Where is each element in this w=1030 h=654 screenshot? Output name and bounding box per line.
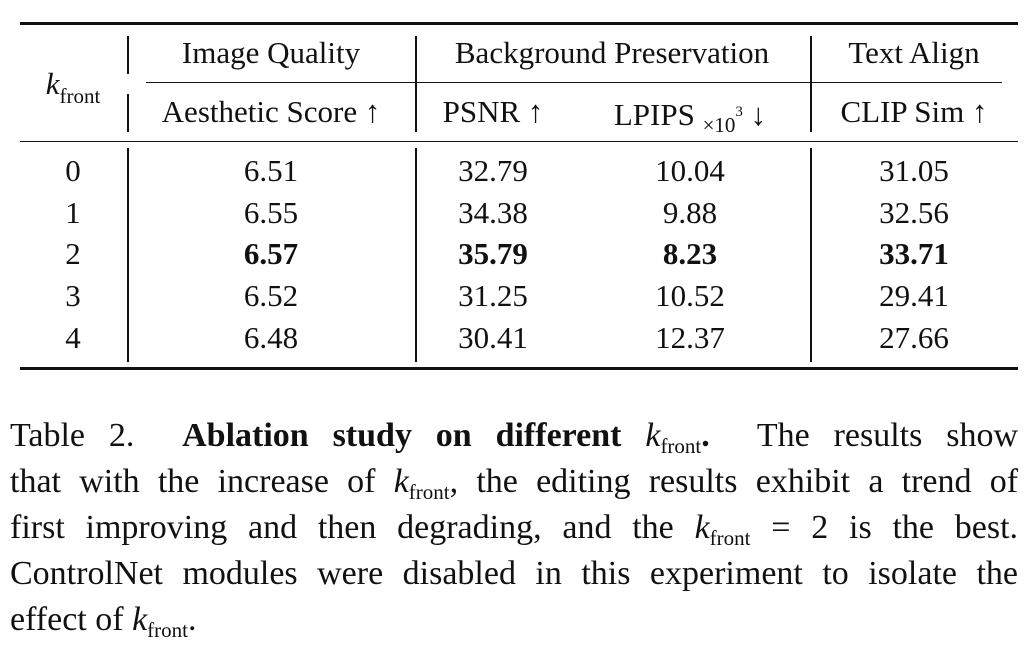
vline-iq-body [415,148,417,362]
table-caption [10,413,1018,643]
vline-k-header-2 [127,94,129,132]
cell-clip-best: 33.71 [879,236,949,271]
cell-psnr: 34.38 [458,195,528,230]
up-arrow-icon: ↑ [527,94,544,129]
up-arrow-icon: ↑ [364,94,381,129]
up-arrow-icon: ↑ [972,94,988,129]
group-image-quality: Image Quality [181,35,361,70]
cell-clip: 27.66 [879,320,949,355]
cell-lpips: 12.37 [655,320,725,355]
vline-iq-header [415,36,417,132]
down-arrow-icon: ↓ [750,97,767,132]
caption-label: Table 2. [10,417,135,454]
caption-title: Ablation study on different [182,417,622,454]
vline-k-header-1 [127,36,129,74]
caption-line-2: that with the increase of $k_{front}$, the editing results exhibit a trend of [10,463,1019,504]
vline-k-body [127,148,129,362]
cell-clip: 32.56 [879,195,949,230]
group-underline [146,82,1002,83]
cell-aesthetic: 6.48 [243,320,299,355]
group-text-align: Text Align [848,35,980,70]
cell-psnr: 32.79 [458,153,528,188]
cell-k: 1 [65,195,81,230]
cell-lpips: 10.52 [655,278,725,313]
cell-clip: 31.05 [879,153,949,188]
caption-line-3: first improving and then degrading, and the $k_{front} = 2$ is the best. [10,509,1019,550]
vline-ta-header [810,36,812,132]
cell-psnr: 31.25 [458,278,528,313]
cell-k: 3 [65,278,81,313]
cell-psnr-best: 35.79 [458,236,528,271]
caption-line-1: Table 2. Ablation study on different $k_{front}$. The results show [10,417,1019,458]
caption-line-4: ControlNet modules were disabled in this experiment to isolate the [10,555,1018,592]
cell-aesthetic: 6.52 [243,278,299,313]
cell-aesthetic: 6.51 [243,153,299,188]
table-top-rule [20,22,1018,25]
metric-psnr: PSNR ↑ [442,94,544,129]
cell-aesthetic: 6.55 [243,195,299,230]
row-header-k: $k_{front}$ [45,66,101,108]
cell-clip: 29.41 [879,278,949,313]
cell-lpips-best: 8.23 [662,236,718,271]
metric-lpips: LPIPS $_{\times 10}^3$ ↓ [613,97,767,137]
cell-k: 0 [65,153,81,188]
table-bottom-rule [20,367,1018,370]
metric-clip-sim: CLIP Sim ↑ [840,94,988,129]
cell-aesthetic-best: 6.57 [243,236,299,271]
cell-k: 2 [65,236,81,271]
cell-lpips: 10.04 [655,153,725,188]
group-background-preservation: Background Preservation [454,35,770,70]
vline-ta-body [810,148,812,362]
header-bottom-rule [20,141,1018,142]
caption-line-5: effect of $k_{front}$. [10,601,197,642]
cell-lpips: 9.88 [662,195,718,230]
cell-k: 4 [65,320,81,355]
metric-aesthetic-score: Aesthetic Score ↑ [161,94,381,129]
cell-psnr: 30.41 [458,320,528,355]
